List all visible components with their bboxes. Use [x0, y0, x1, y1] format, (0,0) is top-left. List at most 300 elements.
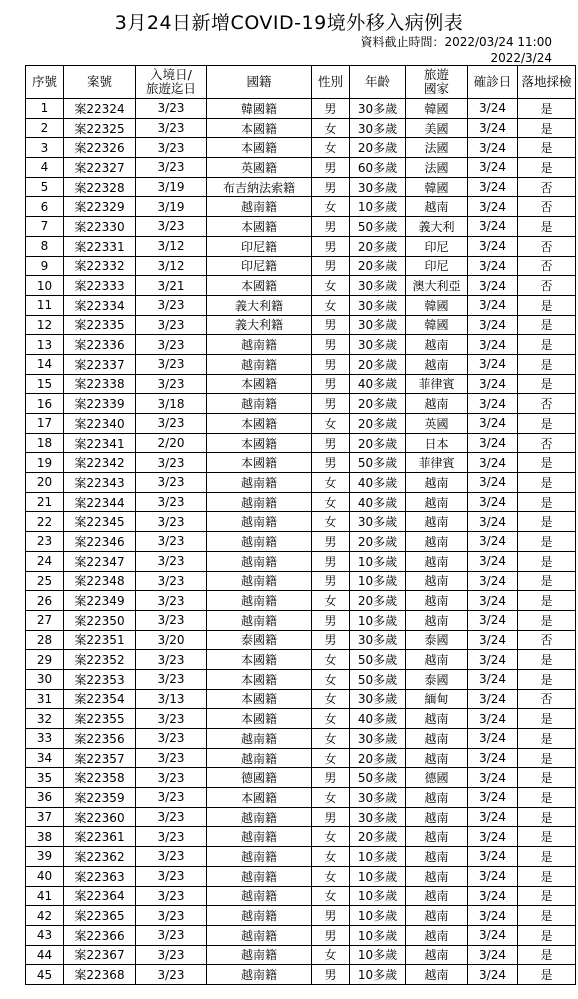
- cell-sex: 女: [312, 473, 350, 493]
- cell-case-id: 案22344: [64, 492, 136, 512]
- cell-nationality: 越南籍: [207, 847, 312, 867]
- cell-age: 20多歲: [350, 591, 406, 611]
- cell-travel-country: 越南: [406, 551, 468, 571]
- cell-age: 30多歲: [350, 512, 406, 532]
- cell-case-id: 案22365: [64, 906, 136, 926]
- table-row: [26, 945, 576, 965]
- cell-age: 10多歲: [350, 847, 406, 867]
- cell-travel-country: 越南: [406, 532, 468, 552]
- cell-age: 30多歲: [350, 295, 406, 315]
- cell-sex: 男: [312, 532, 350, 552]
- cell-entry-date: 3/23: [136, 650, 207, 670]
- cell-entry-date: 3/23: [136, 295, 207, 315]
- cell-case-id: 案22343: [64, 473, 136, 493]
- meta-block: [360, 34, 552, 66]
- cell-diagnosis-date: 3/24: [468, 354, 518, 374]
- cell-entry-date: 3/23: [136, 315, 207, 335]
- cell-nationality: 越南籍: [207, 532, 312, 552]
- cell-case-id: 案22354: [64, 689, 136, 709]
- cell-case-id: 案22349: [64, 591, 136, 611]
- cell-diagnosis-date: 3/24: [468, 99, 518, 119]
- table-row: [26, 374, 576, 394]
- cell-case-id: 案22333: [64, 276, 136, 296]
- cell-sex: 女: [312, 650, 350, 670]
- cell-arrival-test: 否: [518, 433, 576, 453]
- cell-sex: 男: [312, 807, 350, 827]
- cell-seq: 6: [26, 197, 64, 217]
- cell-sex: 男: [312, 177, 350, 197]
- cell-sex: 男: [312, 335, 350, 355]
- cell-travel-country: 越南: [406, 610, 468, 630]
- cell-sex: 男: [312, 315, 350, 335]
- case-table: [25, 65, 576, 985]
- cell-travel-country: 菲律賓: [406, 374, 468, 394]
- cell-arrival-test: 是: [518, 335, 576, 355]
- cell-sex: 女: [312, 709, 350, 729]
- cell-diagnosis-date: 3/24: [468, 492, 518, 512]
- cell-nationality: 義大利籍: [207, 295, 312, 315]
- cell-seq: 31: [26, 689, 64, 709]
- cell-diagnosis-date: 3/24: [468, 236, 518, 256]
- report-date: 2022/3/24: [490, 51, 552, 65]
- cell-age: 30多歲: [350, 99, 406, 119]
- cell-seq: 8: [26, 236, 64, 256]
- cell-sex: 女: [312, 492, 350, 512]
- cell-diagnosis-date: 3/24: [468, 394, 518, 414]
- table-row: [26, 709, 576, 729]
- cell-diagnosis-date: 3/24: [468, 473, 518, 493]
- cell-arrival-test: 是: [518, 532, 576, 552]
- cell-age: 20多歲: [350, 414, 406, 434]
- cell-entry-date: 3/23: [136, 335, 207, 355]
- cell-entry-date: 3/23: [136, 492, 207, 512]
- table-row: [26, 158, 576, 178]
- table-row: [26, 630, 576, 650]
- cell-case-id: 案22334: [64, 295, 136, 315]
- cell-entry-date: 3/23: [136, 807, 207, 827]
- cell-entry-date: 3/18: [136, 394, 207, 414]
- cell-diagnosis-date: 3/24: [468, 433, 518, 453]
- cell-nationality: 本國籍: [207, 217, 312, 237]
- cell-travel-country: 菲律賓: [406, 453, 468, 473]
- cell-entry-date: 3/23: [136, 768, 207, 788]
- cell-entry-date: 3/12: [136, 256, 207, 276]
- cell-arrival-test: 是: [518, 591, 576, 611]
- cell-nationality: 越南籍: [207, 394, 312, 414]
- cell-sex: 男: [312, 99, 350, 119]
- cell-age: 30多歲: [350, 315, 406, 335]
- cell-travel-country: 越南: [406, 335, 468, 355]
- cell-seq: 29: [26, 650, 64, 670]
- cell-seq: 3: [26, 138, 64, 158]
- cell-sex: 女: [312, 788, 350, 808]
- cell-entry-date: 3/23: [136, 925, 207, 945]
- cell-case-id: 案22367: [64, 945, 136, 965]
- cell-seq: 41: [26, 886, 64, 906]
- cell-arrival-test: 否: [518, 630, 576, 650]
- cell-travel-country: 越南: [406, 807, 468, 827]
- cell-travel-country: 越南: [406, 748, 468, 768]
- cell-travel-country: 韓國: [406, 99, 468, 119]
- cell-age: 50多歲: [350, 768, 406, 788]
- cell-entry-date: 3/23: [136, 788, 207, 808]
- cell-arrival-test: 是: [518, 807, 576, 827]
- cell-nationality: 越南籍: [207, 729, 312, 749]
- cell-age: 50多歲: [350, 650, 406, 670]
- cell-age: 20多歲: [350, 532, 406, 552]
- cell-case-id: 案22339: [64, 394, 136, 414]
- cell-diagnosis-date: 3/24: [468, 965, 518, 985]
- cell-nationality: 本國籍: [207, 433, 312, 453]
- table-row: [26, 591, 576, 611]
- column-header-nationality: 國籍: [207, 66, 312, 99]
- cell-nationality: 越南籍: [207, 492, 312, 512]
- cell-sex: 男: [312, 768, 350, 788]
- table-body: [26, 99, 576, 985]
- cell-sex: 女: [312, 591, 350, 611]
- cell-sex: 女: [312, 669, 350, 689]
- cell-arrival-test: 是: [518, 492, 576, 512]
- cell-seq: 30: [26, 669, 64, 689]
- cell-arrival-test: 是: [518, 866, 576, 886]
- table-row: [26, 807, 576, 827]
- cell-travel-country: 韓國: [406, 315, 468, 335]
- cell-entry-date: 3/19: [136, 197, 207, 217]
- column-header-sex: 性別: [312, 66, 350, 99]
- cell-arrival-test: 是: [518, 906, 576, 926]
- cell-entry-date: 3/23: [136, 669, 207, 689]
- cell-diagnosis-date: 3/24: [468, 788, 518, 808]
- cell-age: 30多歲: [350, 807, 406, 827]
- cell-diagnosis-date: 3/24: [468, 591, 518, 611]
- table-row: [26, 414, 576, 434]
- cell-arrival-test: 否: [518, 256, 576, 276]
- cell-age: 20多歲: [350, 236, 406, 256]
- table-row: [26, 532, 576, 552]
- cell-nationality: 本國籍: [207, 689, 312, 709]
- cell-case-id: 案22364: [64, 886, 136, 906]
- cell-diagnosis-date: 3/24: [468, 827, 518, 847]
- table-row: [26, 748, 576, 768]
- cell-sex: 男: [312, 453, 350, 473]
- cell-case-id: 案22326: [64, 138, 136, 158]
- cell-nationality: 本國籍: [207, 414, 312, 434]
- cell-travel-country: 越南: [406, 197, 468, 217]
- cell-sex: 男: [312, 925, 350, 945]
- table-row: [26, 473, 576, 493]
- cell-arrival-test: 是: [518, 99, 576, 119]
- table-row: [26, 650, 576, 670]
- cell-case-id: 案22332: [64, 256, 136, 276]
- cell-travel-country: 義大利: [406, 217, 468, 237]
- cell-arrival-test: 否: [518, 276, 576, 296]
- cell-arrival-test: 是: [518, 158, 576, 178]
- cell-seq: 21: [26, 492, 64, 512]
- cell-sex: 女: [312, 118, 350, 138]
- cell-age: 50多歲: [350, 669, 406, 689]
- table-row: [26, 138, 576, 158]
- cell-age: 30多歲: [350, 788, 406, 808]
- cell-nationality: 本國籍: [207, 118, 312, 138]
- table-row: [26, 512, 576, 532]
- cell-diagnosis-date: 3/24: [468, 177, 518, 197]
- cell-arrival-test: 是: [518, 669, 576, 689]
- table-row: [26, 295, 576, 315]
- cell-sex: 女: [312, 276, 350, 296]
- cell-case-id: 案22337: [64, 354, 136, 374]
- table-row: [26, 847, 576, 867]
- cell-nationality: 越南籍: [207, 866, 312, 886]
- cell-nationality: 越南籍: [207, 807, 312, 827]
- cell-nationality: 義大利籍: [207, 315, 312, 335]
- cell-nationality: 越南籍: [207, 571, 312, 591]
- cell-diagnosis-date: 3/24: [468, 532, 518, 552]
- cell-entry-date: 3/23: [136, 965, 207, 985]
- cell-arrival-test: 是: [518, 374, 576, 394]
- cell-travel-country: 越南: [406, 473, 468, 493]
- cell-entry-date: 3/23: [136, 551, 207, 571]
- cell-seq: 25: [26, 571, 64, 591]
- cell-seq: 1: [26, 99, 64, 119]
- cell-age: 50多歲: [350, 453, 406, 473]
- cell-sex: 女: [312, 197, 350, 217]
- cell-seq: 37: [26, 807, 64, 827]
- cell-age: 20多歲: [350, 394, 406, 414]
- cell-entry-date: 3/23: [136, 945, 207, 965]
- cell-age: 50多歲: [350, 217, 406, 237]
- cell-diagnosis-date: 3/24: [468, 768, 518, 788]
- cell-seq: 32: [26, 709, 64, 729]
- cell-arrival-test: 否: [518, 236, 576, 256]
- cell-seq: 19: [26, 453, 64, 473]
- column-header-age: 年齡: [350, 66, 406, 99]
- cell-sex: 男: [312, 630, 350, 650]
- cell-entry-date: 3/23: [136, 374, 207, 394]
- cell-age: 10多歲: [350, 551, 406, 571]
- cell-arrival-test: 是: [518, 217, 576, 237]
- cell-nationality: 越南籍: [207, 335, 312, 355]
- table-row: [26, 906, 576, 926]
- cell-diagnosis-date: 3/24: [468, 650, 518, 670]
- cell-case-id: 案22331: [64, 236, 136, 256]
- cell-case-id: 案22330: [64, 217, 136, 237]
- cell-entry-date: 3/23: [136, 414, 207, 434]
- cell-entry-date: 3/23: [136, 532, 207, 552]
- table-row: [26, 315, 576, 335]
- cell-sex: 女: [312, 886, 350, 906]
- cell-nationality: 越南籍: [207, 965, 312, 985]
- table-row: [26, 886, 576, 906]
- cell-arrival-test: 是: [518, 768, 576, 788]
- cell-sex: 男: [312, 906, 350, 926]
- cell-diagnosis-date: 3/24: [468, 630, 518, 650]
- cell-entry-date: 3/20: [136, 630, 207, 650]
- cell-nationality: 越南籍: [207, 945, 312, 965]
- cell-diagnosis-date: 3/24: [468, 374, 518, 394]
- cell-travel-country: 泰國: [406, 669, 468, 689]
- cell-travel-country: 越南: [406, 965, 468, 985]
- cell-nationality: 越南籍: [207, 827, 312, 847]
- cell-travel-country: 越南: [406, 886, 468, 906]
- cell-arrival-test: 是: [518, 847, 576, 867]
- cell-age: 20多歲: [350, 827, 406, 847]
- cell-entry-date: 3/23: [136, 748, 207, 768]
- cell-arrival-test: 否: [518, 394, 576, 414]
- cell-entry-date: 3/23: [136, 138, 207, 158]
- cell-arrival-test: 是: [518, 610, 576, 630]
- cell-travel-country: 越南: [406, 906, 468, 926]
- cell-travel-country: 越南: [406, 945, 468, 965]
- cell-case-id: 案22327: [64, 158, 136, 178]
- table-row: [26, 118, 576, 138]
- cell-seq: 40: [26, 866, 64, 886]
- cell-age: 40多歲: [350, 473, 406, 493]
- cell-age: 10多歲: [350, 945, 406, 965]
- cell-arrival-test: 是: [518, 453, 576, 473]
- cell-diagnosis-date: 3/24: [468, 158, 518, 178]
- cell-entry-date: 3/23: [136, 866, 207, 886]
- cell-travel-country: 越南: [406, 650, 468, 670]
- cell-travel-country: 越南: [406, 866, 468, 886]
- cell-seq: 15: [26, 374, 64, 394]
- cell-seq: 36: [26, 788, 64, 808]
- table-row: [26, 197, 576, 217]
- cell-diagnosis-date: 3/24: [468, 256, 518, 276]
- cell-seq: 12: [26, 315, 64, 335]
- cell-travel-country: 越南: [406, 394, 468, 414]
- page-title: 3月24日新增COVID-19境外移入病例表: [114, 12, 464, 34]
- cell-entry-date: 3/23: [136, 610, 207, 630]
- cell-sex: 女: [312, 945, 350, 965]
- cell-diagnosis-date: 3/24: [468, 669, 518, 689]
- column-header-diagnosis-date: 確診日: [468, 66, 518, 99]
- cell-travel-country: 越南: [406, 591, 468, 611]
- cell-diagnosis-date: 3/24: [468, 866, 518, 886]
- cell-age: 10多歲: [350, 906, 406, 926]
- cell-travel-country: 印尼: [406, 236, 468, 256]
- cell-sex: 男: [312, 374, 350, 394]
- cell-seq: 39: [26, 847, 64, 867]
- table-row: [26, 276, 576, 296]
- cell-age: 30多歲: [350, 729, 406, 749]
- cell-case-id: 案22347: [64, 551, 136, 571]
- cell-entry-date: 3/12: [136, 236, 207, 256]
- cell-travel-country: 越南: [406, 788, 468, 808]
- cell-entry-date: 3/23: [136, 453, 207, 473]
- table-row: [26, 256, 576, 276]
- cell-diagnosis-date: 3/24: [468, 571, 518, 591]
- cell-nationality: 德國籍: [207, 768, 312, 788]
- cell-age: 40多歲: [350, 709, 406, 729]
- column-header-case-id: 案號: [64, 66, 136, 99]
- table-row: [26, 335, 576, 355]
- cell-travel-country: 法國: [406, 138, 468, 158]
- cell-seq: 20: [26, 473, 64, 493]
- cell-arrival-test: 否: [518, 689, 576, 709]
- cell-arrival-test: 是: [518, 945, 576, 965]
- cell-travel-country: 美國: [406, 118, 468, 138]
- cell-nationality: 越南籍: [207, 906, 312, 926]
- cell-seq: 9: [26, 256, 64, 276]
- cell-entry-date: 3/23: [136, 709, 207, 729]
- cell-entry-date: 3/23: [136, 591, 207, 611]
- cell-sex: 男: [312, 158, 350, 178]
- cell-travel-country: 越南: [406, 492, 468, 512]
- cell-diagnosis-date: 3/24: [468, 945, 518, 965]
- cell-nationality: 越南籍: [207, 748, 312, 768]
- cell-arrival-test: 是: [518, 512, 576, 532]
- cell-age: 10多歲: [350, 866, 406, 886]
- cell-seq: 5: [26, 177, 64, 197]
- cell-travel-country: 越南: [406, 571, 468, 591]
- cell-nationality: 本國籍: [207, 138, 312, 158]
- cell-seq: 42: [26, 906, 64, 926]
- cell-case-id: 案22351: [64, 630, 136, 650]
- cell-case-id: 案22352: [64, 650, 136, 670]
- cell-arrival-test: 否: [518, 177, 576, 197]
- table-row: [26, 236, 576, 256]
- cell-nationality: 本國籍: [207, 709, 312, 729]
- cell-arrival-test: 是: [518, 709, 576, 729]
- cell-nationality: 韓國籍: [207, 99, 312, 119]
- cell-case-id: 案22358: [64, 768, 136, 788]
- table-row: [26, 925, 576, 945]
- cell-travel-country: 法國: [406, 158, 468, 178]
- cell-entry-date: 3/21: [136, 276, 207, 296]
- cell-arrival-test: 是: [518, 827, 576, 847]
- cell-sex: 女: [312, 729, 350, 749]
- table-row: [26, 453, 576, 473]
- cell-nationality: 越南籍: [207, 473, 312, 493]
- cell-seq: 16: [26, 394, 64, 414]
- table-row: [26, 689, 576, 709]
- cell-case-id: 案22345: [64, 512, 136, 532]
- cell-travel-country: 澳大利亞: [406, 276, 468, 296]
- cell-nationality: 本國籍: [207, 788, 312, 808]
- cell-seq: 34: [26, 748, 64, 768]
- cell-diagnosis-date: 3/24: [468, 138, 518, 158]
- cell-diagnosis-date: 3/24: [468, 748, 518, 768]
- cell-case-id: 案22359: [64, 788, 136, 808]
- cell-age: 30多歲: [350, 276, 406, 296]
- cell-arrival-test: 是: [518, 118, 576, 138]
- table-row: [26, 177, 576, 197]
- cell-case-id: 案22350: [64, 610, 136, 630]
- cell-travel-country: 韓國: [406, 177, 468, 197]
- cell-seq: 27: [26, 610, 64, 630]
- cell-age: 30多歲: [350, 335, 406, 355]
- cell-age: 30多歲: [350, 118, 406, 138]
- cell-entry-date: 3/23: [136, 118, 207, 138]
- cell-age: 20多歲: [350, 433, 406, 453]
- cell-sex: 男: [312, 610, 350, 630]
- cell-case-id: 案22348: [64, 571, 136, 591]
- cell-sex: 男: [312, 217, 350, 237]
- cell-arrival-test: 否: [518, 197, 576, 217]
- cell-arrival-test: 是: [518, 473, 576, 493]
- cell-nationality: 越南籍: [207, 512, 312, 532]
- cell-arrival-test: 是: [518, 138, 576, 158]
- cell-nationality: 本國籍: [207, 650, 312, 670]
- cell-diagnosis-date: 3/24: [468, 453, 518, 473]
- cell-age: 10多歲: [350, 886, 406, 906]
- cell-sex: 男: [312, 354, 350, 374]
- cell-diagnosis-date: 3/24: [468, 847, 518, 867]
- cell-travel-country: 越南: [406, 354, 468, 374]
- cell-diagnosis-date: 3/24: [468, 276, 518, 296]
- cell-entry-date: 3/23: [136, 847, 207, 867]
- cell-case-id: 案22361: [64, 827, 136, 847]
